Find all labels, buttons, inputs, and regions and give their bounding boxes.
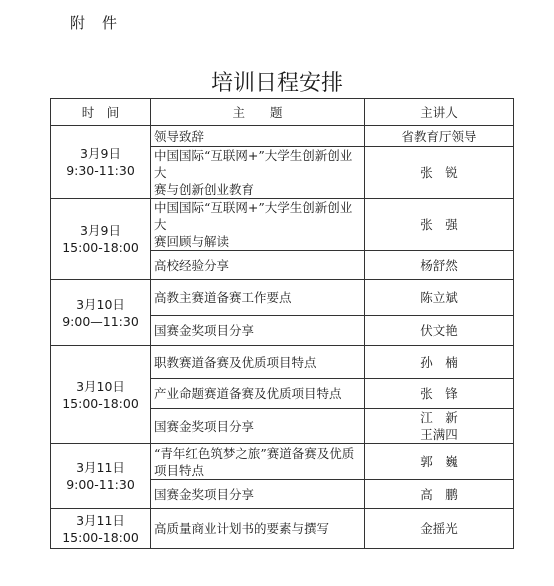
table-row <box>51 346 514 379</box>
session-time-cell <box>51 509 151 549</box>
topic-cell <box>151 444 365 480</box>
speaker-cell <box>365 444 514 480</box>
table-row <box>51 199 514 251</box>
speaker-name: 郭 巍 <box>420 454 458 469</box>
topic-text: 高校经验分享 <box>154 257 230 273</box>
session-time-cell <box>51 346 151 444</box>
speaker-cell <box>365 280 514 316</box>
topic-text: “青年红色筑梦之旅”赛道备赛及优质 <box>154 445 355 461</box>
topic-text: 高质量商业计划书的要素与撰写 <box>154 521 330 536</box>
speaker-name: 张 锋 <box>420 386 458 401</box>
topic-text: 中国国际“互联网+”大学生创新创业大 <box>154 148 353 180</box>
speaker-cell <box>365 480 514 509</box>
topic-text: 国赛金奖项目分享 <box>154 418 255 434</box>
speaker-cell <box>365 147 514 199</box>
speaker-cell <box>365 379 514 409</box>
topic-text: 中国国际“互联网+”大学生创新创业大 <box>154 200 353 232</box>
table-row <box>51 509 514 549</box>
session-hours: 9:00-11:30 <box>66 477 135 492</box>
speaker-name: 江 新 <box>420 410 458 425</box>
speaker-cell <box>365 346 514 379</box>
speaker-name: 省教育厅领导 <box>401 128 477 144</box>
topic-cell <box>151 126 365 147</box>
session-date: 3月10日 <box>76 296 125 312</box>
speaker-name: 陈立斌 <box>420 290 458 305</box>
speaker-name: 杨舒然 <box>420 257 458 273</box>
session-time-cell <box>51 280 151 346</box>
topic-text: 产业命题赛道备赛及优质项目特点 <box>154 386 342 401</box>
schedule-table <box>50 98 514 549</box>
header-row <box>51 99 514 126</box>
topic-text: 赛回顾与解读 <box>154 234 230 249</box>
speaker-cell <box>365 126 514 147</box>
topic-text: 职教赛道备赛及优质项目特点 <box>154 354 317 370</box>
topic-text: 国赛金奖项目分享 <box>154 486 255 502</box>
table-row <box>51 280 514 316</box>
topic-text: 领导致辞 <box>154 128 205 144</box>
session-date: 3月11日 <box>76 460 125 475</box>
session-hours: 15:00-18:00 <box>62 395 139 411</box>
topic-cell <box>151 480 365 509</box>
speaker-cell <box>365 409 514 444</box>
topic-cell <box>151 251 365 280</box>
speaker-cell <box>365 316 514 346</box>
session-hours: 15:00-18:00 <box>62 240 139 255</box>
session-date: 3月11日 <box>76 512 125 528</box>
session-date: 3月10日 <box>76 378 125 394</box>
speaker-cell <box>365 509 514 549</box>
header-speaker: 主讲人 <box>365 99 514 126</box>
session-hours: 9:00—11:30 <box>62 313 139 329</box>
topic-text: 赛与创新创业教育 <box>154 182 255 197</box>
speaker-name: 王满四 <box>420 427 458 442</box>
session-date: 3月9日 <box>80 223 121 238</box>
header-topic: 主 题 <box>151 99 365 126</box>
topic-cell <box>151 409 365 444</box>
topic-cell <box>151 379 365 409</box>
session-time-cell <box>51 444 151 509</box>
topic-text: 高教主赛道备赛工作要点 <box>154 290 292 305</box>
attachment-label: 附 件 <box>70 14 119 32</box>
session-time-cell <box>51 199 151 280</box>
topic-cell <box>151 509 365 549</box>
speaker-name: 金摇光 <box>420 521 458 536</box>
topic-cell <box>151 147 365 199</box>
session-hours: 9:30-11:30 <box>66 163 135 178</box>
topic-cell <box>151 199 365 251</box>
session-date: 3月9日 <box>80 146 121 161</box>
topic-text: 国赛金奖项目分享 <box>154 323 255 338</box>
topic-cell <box>151 280 365 316</box>
session-time-cell <box>51 126 151 199</box>
schedule-body <box>51 126 514 549</box>
table-row <box>51 444 514 480</box>
page-title: 培训日程安排 <box>210 71 343 96</box>
speaker-name: 高 鹏 <box>420 486 458 502</box>
session-hours: 15:00-18:00 <box>62 529 139 545</box>
topic-text: 项目特点 <box>154 462 205 478</box>
topic-cell <box>151 316 365 346</box>
speaker-cell <box>365 199 514 251</box>
speaker-name: 张 锐 <box>420 165 458 180</box>
table-row <box>51 126 514 147</box>
speaker-cell <box>365 251 514 280</box>
header-time: 时 间 <box>51 99 151 126</box>
speaker-name: 伏文艳 <box>420 323 458 338</box>
speaker-name: 张 强 <box>420 217 458 232</box>
speaker-name: 孙 楠 <box>420 354 458 370</box>
topic-cell <box>151 346 365 379</box>
